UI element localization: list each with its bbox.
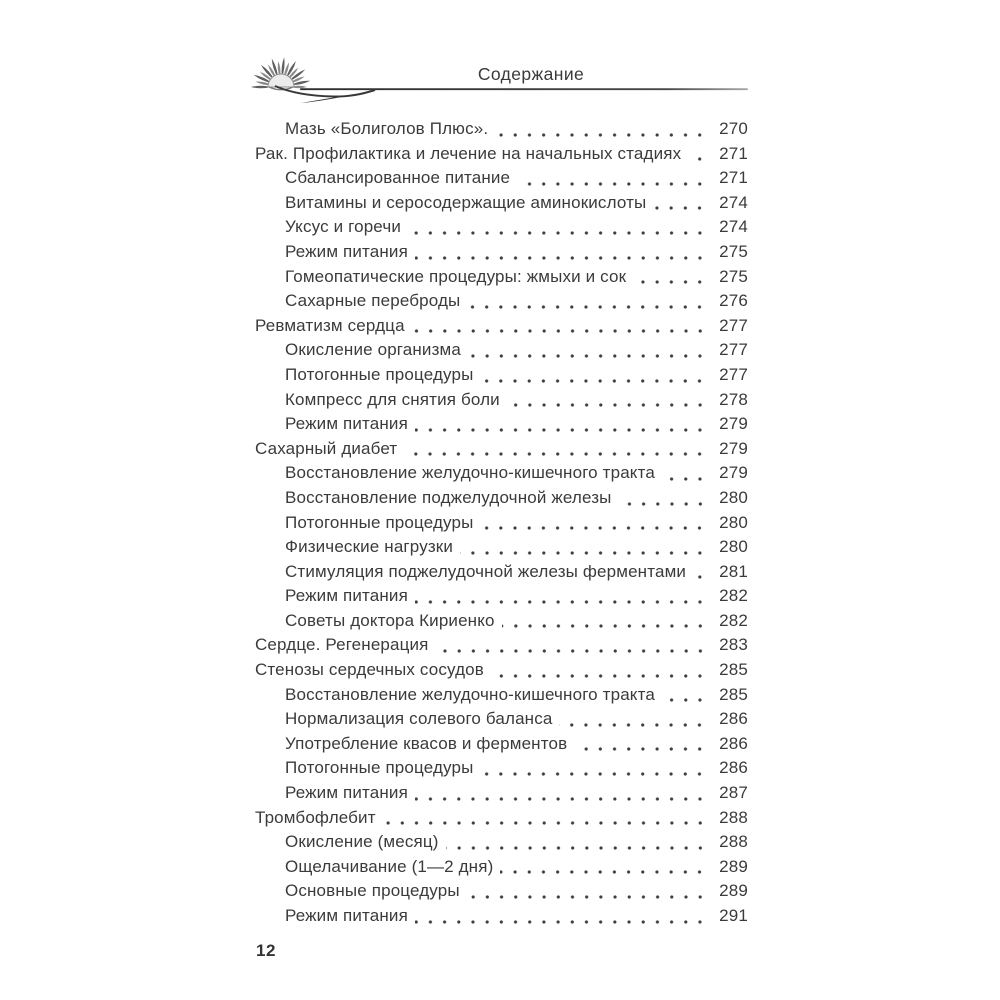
toc-entry-label: Режим питания: [285, 241, 408, 261]
toc-entry: [255, 486, 748, 511]
toc-entry: [255, 166, 748, 191]
toc-entry-label: Тромбофлебит: [255, 807, 376, 827]
dot-leader: [415, 584, 708, 609]
dot-leader: [688, 142, 708, 167]
toc-entry-page-number: 286: [719, 709, 748, 729]
toc-entry-page-number: 286: [719, 733, 748, 753]
toc-entry-page-number: 281: [719, 561, 748, 581]
dot-leader: [467, 289, 708, 314]
toc-entry: [255, 830, 748, 855]
toc-entry-page-number: 279: [719, 438, 748, 458]
dot-leader: [693, 560, 708, 585]
toc-entry-label: Режим питания: [285, 586, 408, 606]
toc-entry: [255, 289, 748, 314]
toc-entry-label: Основные процедуры: [285, 881, 460, 901]
toc-entry-label: Нормализация солевого баланса: [285, 709, 553, 729]
toc-entry-label: Сахарные переброды: [285, 291, 461, 311]
toc-entry-page-number: 280: [719, 512, 748, 532]
dot-leader: [559, 707, 708, 732]
toc-entry-page-number: 277: [719, 340, 748, 360]
dot-leader: [633, 265, 708, 290]
toc-entry-page-number: 280: [719, 487, 748, 507]
dot-leader: [408, 215, 708, 240]
toc-entry-label: Сбалансированное питание: [285, 168, 511, 188]
dot-leader: [507, 388, 708, 413]
dot-leader: [574, 732, 708, 757]
toc-entry-label: Употребление квасов и ферментов: [285, 733, 568, 753]
toc-entry-label: Рак. Профилактика и лечение на начальных стадиях: [255, 143, 682, 163]
toc-entry: [255, 707, 748, 732]
toc-entry: [255, 535, 748, 560]
page-title: Содержание: [477, 64, 585, 84]
toc-entry: [255, 215, 748, 240]
toc-entry: [255, 658, 748, 683]
toc-entry: [255, 461, 748, 486]
toc-entry: [255, 314, 748, 339]
toc-entry-label: Окисление (месяц): [285, 832, 439, 852]
toc-entry-label: Восстановление желудочно-кишечного тракта: [285, 684, 655, 704]
toc-entry-page-number: 288: [719, 807, 748, 827]
toc-entry-label: Сахарный диабет: [255, 438, 398, 458]
toc-entry-label: Ощелачивание (1—2 дня): [285, 856, 494, 876]
toc-entry: [255, 633, 748, 658]
dot-leader: [467, 879, 708, 904]
toc-entry-page-number: 275: [719, 266, 748, 286]
dot-leader: [495, 117, 708, 142]
toc-entry-page-number: 289: [719, 856, 748, 876]
toc-entry-label: Советы доктора Кириенко: [285, 610, 495, 630]
toc-entry-page-number: 277: [719, 315, 748, 335]
toc-entry: [255, 240, 748, 265]
dot-leader: [415, 904, 708, 929]
toc-entry-page-number: 283: [719, 635, 748, 655]
toc-entry-label: Потогонные процедуры: [285, 364, 474, 384]
page-footer: [256, 941, 276, 961]
toc-entry-label: Ревматизм сердца: [255, 315, 405, 335]
toc-entry-page-number: 288: [719, 832, 748, 852]
toc-entry: [255, 265, 748, 290]
dot-leader: [415, 240, 708, 265]
toc-entry-page-number: 275: [719, 241, 748, 261]
toc-entry-page-number: 271: [719, 168, 748, 188]
toc-entry: [255, 412, 748, 437]
toc-entry: [255, 806, 748, 831]
toc-entry-label: Восстановление поджелудочной железы: [285, 487, 612, 507]
toc-entry: [255, 338, 748, 363]
toc-entry-page-number: 274: [719, 217, 748, 237]
toc-entry: [255, 879, 748, 904]
toc-entry-page-number: 279: [719, 414, 748, 434]
toc-entry-label: Сердце. Регенерация: [255, 635, 429, 655]
toc-entry-label: Гомеопатические процедуры: жмыхи и сок: [285, 266, 627, 286]
dot-leader: [415, 781, 708, 806]
toc-entry: [255, 388, 748, 413]
toc-entry-label: Компресс для снятия боли: [285, 389, 500, 409]
dot-leader: [662, 461, 708, 486]
toc-entry: [255, 683, 748, 708]
toc-entry-page-number: 282: [719, 610, 748, 630]
toc-entry-label: Потогонные процедуры: [285, 512, 474, 532]
toc-entry: [255, 117, 748, 142]
toc-entry-page-number: 278: [719, 389, 748, 409]
toc-entry-label: Витамины и серосодержащие аминокислоты: [285, 192, 647, 212]
toc-entry: [255, 855, 748, 880]
toc-entry-label: Режим питания: [285, 783, 408, 803]
dot-leader: [653, 191, 708, 216]
toc-entry-page-number: 279: [719, 463, 748, 483]
toc-entry-label: Режим питания: [285, 906, 408, 925]
dot-leader: [480, 756, 708, 781]
toc-entry-page-number: 287: [719, 783, 748, 803]
dot-leader: [502, 609, 708, 634]
toc-entry-label: Уксус и горечи: [285, 217, 401, 237]
toc-entry-page-number: 276: [719, 291, 748, 311]
dot-leader: [404, 437, 708, 462]
toc-entry-page-number: 271: [719, 143, 748, 163]
toc-entry-page-number: 270: [719, 119, 748, 138]
toc-entry-page-number: 280: [719, 537, 748, 557]
dot-leader: [517, 166, 708, 191]
toc-entry-label: Потогонные процедуры: [285, 758, 474, 778]
dot-leader: [480, 363, 708, 388]
dot-leader: [500, 855, 708, 880]
toc-entry-label: Физические нагрузки: [285, 537, 454, 557]
dot-leader: [468, 338, 708, 363]
toc-entry: [255, 756, 748, 781]
toc-entry-label: Восстановление желудочно-кишечного тракта: [285, 463, 655, 483]
toc-entry-page-number: 282: [719, 586, 748, 606]
toc-entry: [255, 781, 748, 806]
dot-leader: [415, 412, 708, 437]
toc-entry: [255, 560, 748, 585]
dot-leader: [436, 633, 708, 658]
toc-entry: [255, 142, 748, 167]
toc-entry-page-number: 291: [719, 906, 748, 925]
toc-entry-page-number: 286: [719, 758, 748, 778]
dot-leader: [446, 830, 708, 855]
toc-entry-page-number: 289: [719, 881, 748, 901]
toc-entry: [255, 732, 748, 757]
toc-entry-page-number: 285: [719, 684, 748, 704]
toc-entry: [255, 437, 748, 462]
toc-entry: [255, 363, 748, 388]
dot-leader: [412, 314, 708, 339]
dot-leader: [491, 658, 708, 683]
folio-page-number: 12: [256, 941, 276, 960]
dot-leader: [480, 511, 708, 536]
toc-entry: [255, 191, 748, 216]
toc-entry: [255, 904, 748, 929]
toc-entry-label: Стимуляция поджелудочной железы ферментами: [285, 561, 687, 581]
dot-leader: [383, 806, 708, 831]
dot-leader: [619, 486, 708, 511]
toc-entry: [255, 584, 748, 609]
toc-entry-page-number: 285: [719, 660, 748, 680]
toc-entry-label: Стенозы сердечных сосудов: [255, 660, 484, 680]
toc-entry: [255, 609, 748, 634]
toc-entry-label: Мазь «Болиголов Плюс».: [285, 119, 489, 138]
toc-entry-page-number: 277: [719, 364, 748, 384]
dot-leader: [662, 683, 708, 708]
table-of-contents: [255, 117, 748, 929]
toc-entry-label: Режим питания: [285, 414, 408, 434]
dot-leader: [460, 535, 708, 560]
toc-entry-page-number: 274: [719, 192, 748, 212]
toc-entry: [255, 511, 748, 536]
toc-entry-label: Окисление организма: [285, 340, 461, 360]
